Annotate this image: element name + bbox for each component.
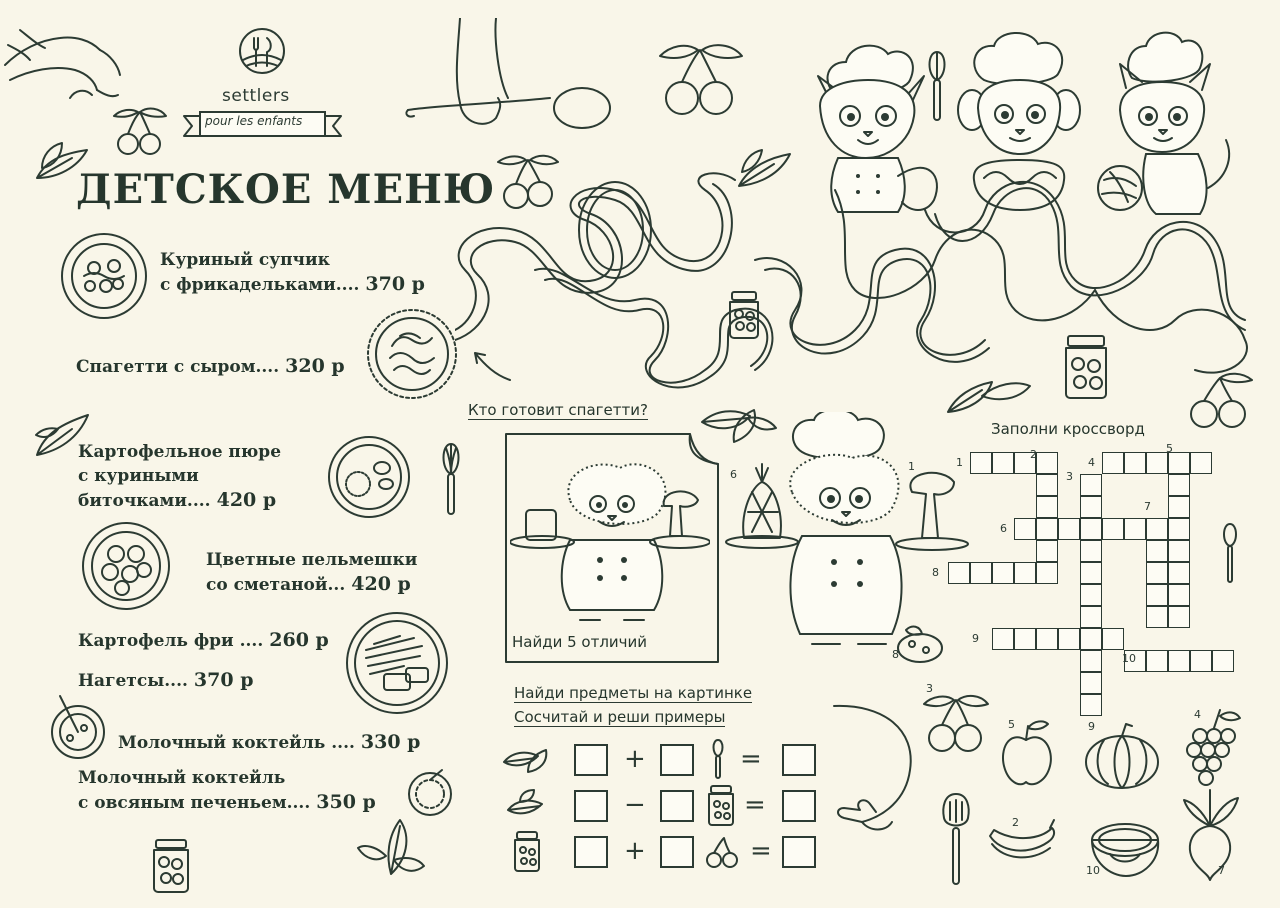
math-answer-box[interactable] <box>574 836 608 868</box>
menu-item-cookie-shake <box>78 766 376 815</box>
paw-drawing-icon <box>0 10 130 110</box>
menu-item-fries <box>78 628 329 653</box>
menu-item-price: 370 р <box>193 669 254 691</box>
menu-item-spaghetti <box>76 354 345 379</box>
crossword-cell[interactable] <box>1124 518 1146 540</box>
crossword-clue-number: 5 <box>1166 442 1173 455</box>
math-answer-box[interactable] <box>660 836 694 868</box>
crossword-pic-number-pumpkin: 9 <box>1088 720 1095 733</box>
jar-icon <box>146 836 196 896</box>
crossword-cell[interactable] <box>1168 562 1190 584</box>
crossword-cell[interactable] <box>1036 562 1058 584</box>
crossword-cell[interactable] <box>1146 606 1168 628</box>
crossword-cell[interactable] <box>1014 562 1036 584</box>
crossword-pic-number-apple: 5 <box>1008 718 1015 731</box>
crossword-cell[interactable] <box>1080 628 1102 650</box>
menu-item-price: 370 р <box>365 273 425 295</box>
crossword-clue-number: 9 <box>972 632 979 645</box>
crossword-clue-number: 2 <box>1030 448 1037 461</box>
puree-plate-icon <box>326 434 412 520</box>
jar-icon <box>1058 334 1114 404</box>
chef-hedgehog-right-drawing-icon <box>722 412 972 652</box>
crossword-pic-number-watermelon: 10 <box>1086 864 1100 877</box>
crossword-cell[interactable] <box>1080 496 1102 518</box>
menu-item-name-line: биточками.... <box>78 491 211 511</box>
math-operator: − <box>624 790 646 820</box>
crossword-cell[interactable] <box>1168 650 1190 672</box>
crossword-cell[interactable] <box>1168 452 1190 474</box>
crossword-pic-number-grapes: 4 <box>1194 708 1201 721</box>
crossword-cell[interactable] <box>1146 650 1168 672</box>
crossword-cell[interactable] <box>1036 628 1058 650</box>
crossword-cell[interactable] <box>1080 540 1102 562</box>
pointing-hand-icon <box>824 700 924 840</box>
crossword-cell[interactable] <box>1036 518 1058 540</box>
jar-icon <box>704 784 738 828</box>
crossword-cell[interactable] <box>1080 606 1102 628</box>
jar-icon <box>510 830 544 874</box>
math-operator: + <box>624 836 646 866</box>
crossword-cell[interactable] <box>1102 628 1124 650</box>
cherries-icon <box>702 834 744 870</box>
brand-logo <box>180 26 345 144</box>
crossword-cell[interactable] <box>1058 518 1080 540</box>
crossword-cell[interactable] <box>1124 452 1146 474</box>
leaf-icon <box>942 366 1032 418</box>
menu-item-puree <box>78 440 281 513</box>
soup-bowl-icon <box>60 232 148 320</box>
crossword-cell[interactable] <box>1080 584 1102 606</box>
fork-knife-field-logo-icon <box>237 26 287 76</box>
maze-caption: Кто готовит спагетти? <box>468 401 648 419</box>
apple-icon <box>998 716 1056 790</box>
whisk-icon <box>436 440 466 520</box>
spatula-icon <box>938 790 974 890</box>
beet-icon <box>1176 786 1246 882</box>
menu-item-price: 330 р <box>360 731 421 753</box>
cookie-shake-icon <box>406 768 454 820</box>
crossword-cell[interactable] <box>1080 518 1102 540</box>
spaghetti-maze-drawing <box>455 170 1255 400</box>
crossword-cell[interactable] <box>1168 606 1190 628</box>
crossword-cell[interactable] <box>1168 540 1190 562</box>
crossword-cell[interactable] <box>1168 518 1190 540</box>
crossword-pic-number-banana: 2 <box>1012 816 1019 829</box>
math-operator: = <box>750 836 772 866</box>
crossword-cell[interactable] <box>1080 562 1102 584</box>
grapes-icon <box>1180 706 1244 792</box>
crossword-cell[interactable] <box>1168 474 1190 496</box>
whisk-icon <box>708 738 728 782</box>
menu-item-name-line: Спагетти с сыром.... <box>76 357 280 377</box>
crossword-clue-number: 4 <box>1088 456 1095 469</box>
page-title: ДЕТСКОЕ МЕНЮ <box>76 166 496 213</box>
crossword-pic-number-beet: 7 <box>1218 864 1225 877</box>
crossword-clue-number: 1 <box>956 456 963 469</box>
menu-item-name-line: Нагетсы.... <box>78 671 188 691</box>
crossword-cell[interactable] <box>1080 694 1102 716</box>
math-answer-box[interactable] <box>782 836 816 868</box>
crossword-clue-number: 10 <box>1122 652 1136 665</box>
crossword-pic-number-mushroom: 1 <box>908 460 915 473</box>
crossword-cell[interactable] <box>1080 672 1102 694</box>
crossword-clue-number: 6 <box>1000 522 1007 535</box>
menu-item-name-line: с фрикадельками.... <box>160 275 360 295</box>
find-items-caption: Найди предметы на картинке <box>514 684 753 702</box>
whisk-icon <box>1218 520 1242 586</box>
crossword-cell[interactable] <box>948 562 970 584</box>
crossword-cell[interactable] <box>992 452 1014 474</box>
crossword-pic-number-lemon: 8 <box>892 648 899 661</box>
spaghetti-plate-icon <box>364 306 460 402</box>
cherries-icon <box>652 40 748 120</box>
crossword-cell[interactable] <box>992 562 1014 584</box>
crossword-pic-number-ananas: 6 <box>730 468 737 481</box>
crossword-cell[interactable] <box>1168 584 1190 606</box>
chef-hedgehog-left-drawing-icon <box>510 460 710 626</box>
crossword-cell[interactable] <box>1212 650 1234 672</box>
crossword-cell[interactable] <box>1036 540 1058 562</box>
crossword-cell[interactable] <box>1146 452 1168 474</box>
crossword-cell[interactable] <box>1080 650 1102 672</box>
crossword-clue-number: 3 <box>1066 470 1073 483</box>
math-answer-box[interactable] <box>782 790 816 822</box>
crossword-cell[interactable] <box>1058 628 1080 650</box>
math-operator: = <box>740 744 762 774</box>
crossword-cell[interactable] <box>1102 452 1124 474</box>
math-answer-box[interactable] <box>574 744 608 776</box>
lemon-icon <box>892 620 946 668</box>
crossword-pic-number-cherries: 3 <box>926 682 933 695</box>
banana-icon <box>984 806 1058 866</box>
crossword-cell[interactable] <box>1014 518 1036 540</box>
math-answer-box[interactable] <box>660 790 694 822</box>
crossword-cell[interactable] <box>1036 452 1058 474</box>
dumplings-plate-icon <box>80 520 172 612</box>
crossword-cell[interactable] <box>1146 518 1168 540</box>
crossword-cell[interactable] <box>970 452 992 474</box>
crossword-cell[interactable] <box>1036 496 1058 518</box>
leaf-icon <box>504 788 554 822</box>
crossword-cell[interactable] <box>1146 584 1168 606</box>
menu-item-name-line: со сметаной... <box>206 575 346 595</box>
menu-item-name-line: Молочный коктейль .... <box>118 733 355 753</box>
menu-item-price: 350 р <box>316 791 376 813</box>
math-operator: = <box>744 790 766 820</box>
crossword-caption: Заполни кроссворд <box>991 420 1145 438</box>
leaf-icon <box>356 816 426 878</box>
menu-item-price: 260 р <box>269 629 329 651</box>
menu-item-price: 320 р <box>285 355 345 377</box>
menu-item-name-line: с куриными <box>78 466 199 486</box>
menu-item-dumplings <box>206 548 417 597</box>
menu-item-name-line: Цветные пельмешки <box>206 550 418 570</box>
crossword-cell[interactable] <box>1168 496 1190 518</box>
crossword-clue-number: 8 <box>932 566 939 579</box>
hand-spoon-icon <box>400 18 615 138</box>
crossword-cell[interactable] <box>970 562 992 584</box>
menu-item-price: 420 р <box>216 489 277 511</box>
menu-item-milkshake <box>118 730 420 755</box>
menu-item-name-line: Куриный супчик <box>160 250 330 270</box>
crossword-cell[interactable] <box>1146 540 1168 562</box>
crossword-cell[interactable] <box>1036 474 1058 496</box>
crossword-clue-number: 7 <box>1144 500 1151 513</box>
crossword-cell[interactable] <box>1190 452 1212 474</box>
crossword-cell[interactable] <box>1080 474 1102 496</box>
menu-item-name-line: Картофель фри .... <box>78 631 264 651</box>
math-answer-box[interactable] <box>574 790 608 822</box>
crossword-cell[interactable] <box>1146 562 1168 584</box>
math-caption: Сосчитай и реши примеры <box>514 708 726 726</box>
menu-item-name-line: Молочный коктейль <box>78 768 286 788</box>
crossword-cell[interactable] <box>1014 628 1036 650</box>
fries-plate-icon <box>344 610 450 716</box>
math-operator: + <box>624 744 646 774</box>
cherries-icon <box>1184 370 1256 432</box>
jar-icon <box>724 290 764 342</box>
cherries-icon <box>920 692 992 756</box>
milkshake-icon <box>50 688 108 762</box>
brand-tagline: pour les enfants <box>205 114 303 128</box>
crossword-cell[interactable] <box>992 628 1014 650</box>
menu-item-price: 420 р <box>351 573 411 595</box>
crossword-cell[interactable] <box>1190 650 1212 672</box>
crossword-cell[interactable] <box>1102 518 1124 540</box>
math-panel <box>500 736 830 876</box>
cherries-icon <box>108 106 170 158</box>
brand-name: settlers <box>222 86 290 106</box>
differences-caption: Найди 5 отличий <box>512 633 648 651</box>
math-answer-box[interactable] <box>782 744 816 776</box>
leaf-icon <box>500 742 550 776</box>
menu-item-name-line: Картофельное пюре <box>78 442 282 462</box>
menu-item-name-line: с овсяным печеньем.... <box>78 793 311 813</box>
menu-item-soup <box>160 248 425 297</box>
math-answer-box[interactable] <box>660 744 694 776</box>
